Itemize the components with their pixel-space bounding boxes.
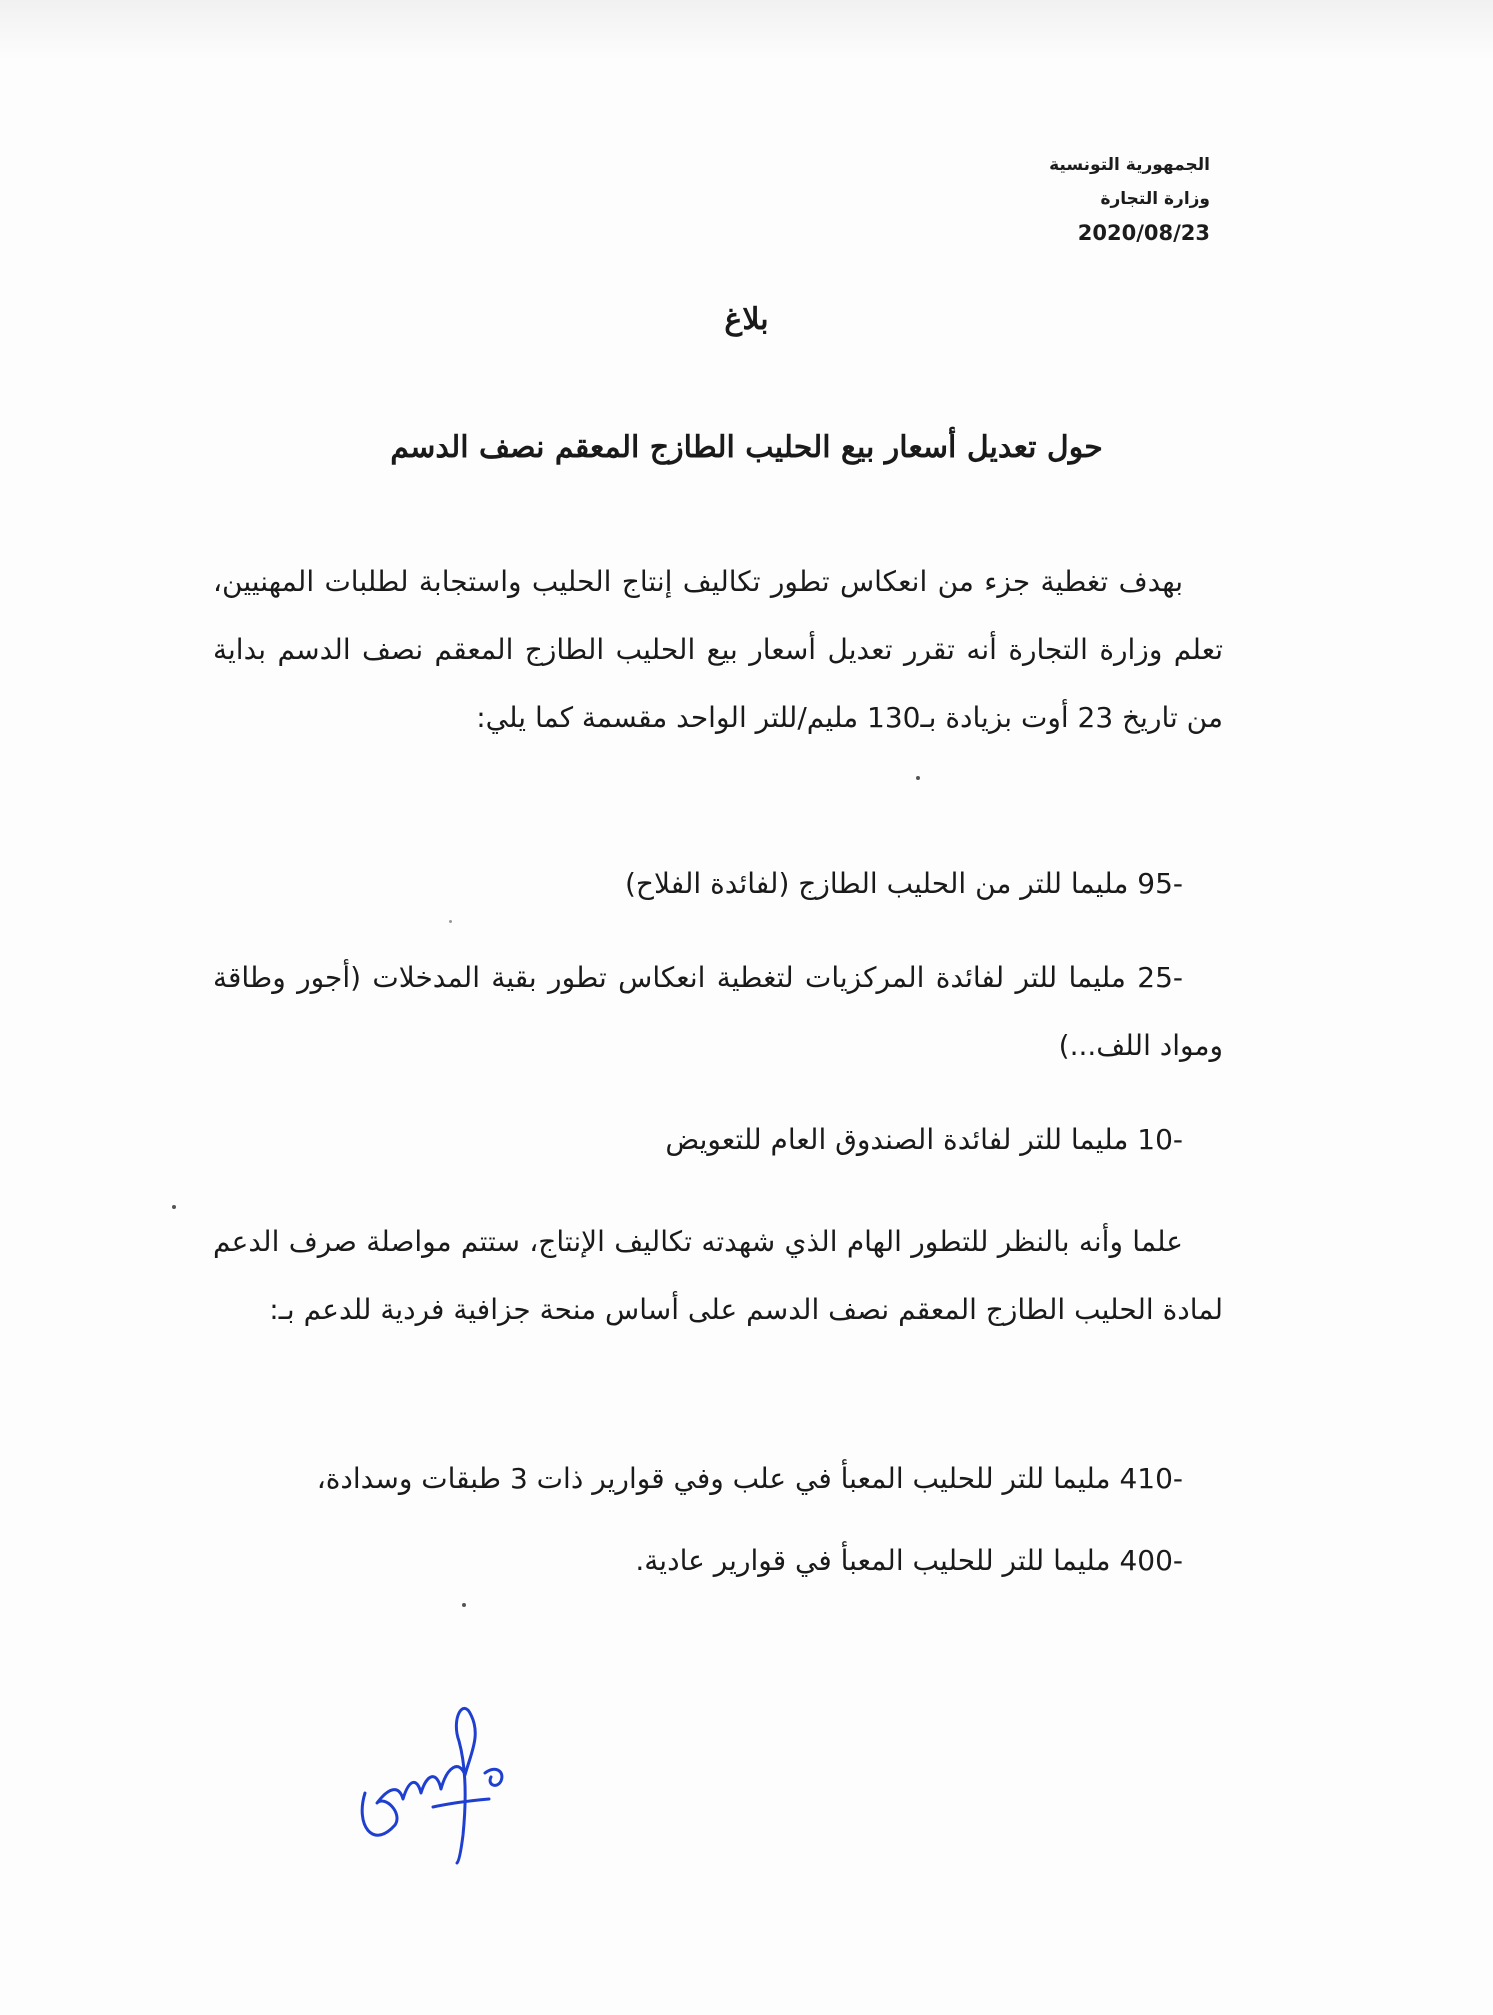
notice-subject: حول تعديل أسعار بيع الحليب الطازج المعقم نصف الدسم [390,430,1103,465]
signature-icon [355,1675,515,1865]
document-date: 2020/08/23 [1077,221,1210,245]
support-item-layered-bottles: -410 مليما للتر للحليب المعبأ في علب وفي قوارير ذات 3 طبقات وسدادة، [316,1462,1183,1495]
scan-speck [449,920,452,923]
support-section [213,1208,1223,1344]
intro-paragraph: بهدف تغطية جزء من انعكاس تطور تكاليف إنتاج الحليب واستجابة لطلبات المهنيين، تعلم وزارة التجارة أنه تقرر تعديل أسعار بيع الحليب الطازج المعقم نصف الدسم بداية من تاريخ 23 أوت بزيادة بـ130 مليم/للتر الواحد مقسمة كما يلي: [213,565,1223,734]
country-name: الجمهورية التونسية [1049,155,1210,175]
support-paragraph: علما وأنه بالنظر للتطور الهام الذي شهدته تكاليف الإنتاج، ستتم مواصلة صرف الدعم لمادة الحليب الطازج المعقم نصف الدسم على أساس منحة جزافية فردية للدعم بـ: [213,1225,1223,1326]
scan-speck [916,776,920,780]
price-item-farmer: -95 مليما للتر من الحليب الطازج (لفائدة الفلاح) [625,867,1183,900]
price-item-fund: -10 مليما للتر لفائدة الصندوق العام للتعويض [665,1123,1183,1156]
scan-edge-shadow [0,0,1493,60]
support-item-regular-bottles: -400 مليما للتر للحليب المعبأ في قوارير عادية. [635,1544,1183,1577]
ministry-name: وزارة التجارة [1100,189,1210,209]
scan-speck [172,1205,176,1209]
price-increase-list [213,850,1223,1174]
support-list [213,1445,1223,1595]
letterhead [1049,148,1210,252]
price-item-central: -25 مليما للتر لفائدة المركزيات لتغطية انعكاس تطور بقية المدخلات (أجور وطاقة ومواد اللف...) [213,961,1223,1062]
intro-section [213,548,1223,752]
scan-speck [462,1603,466,1607]
notice-title: بلاغ [724,302,769,337]
